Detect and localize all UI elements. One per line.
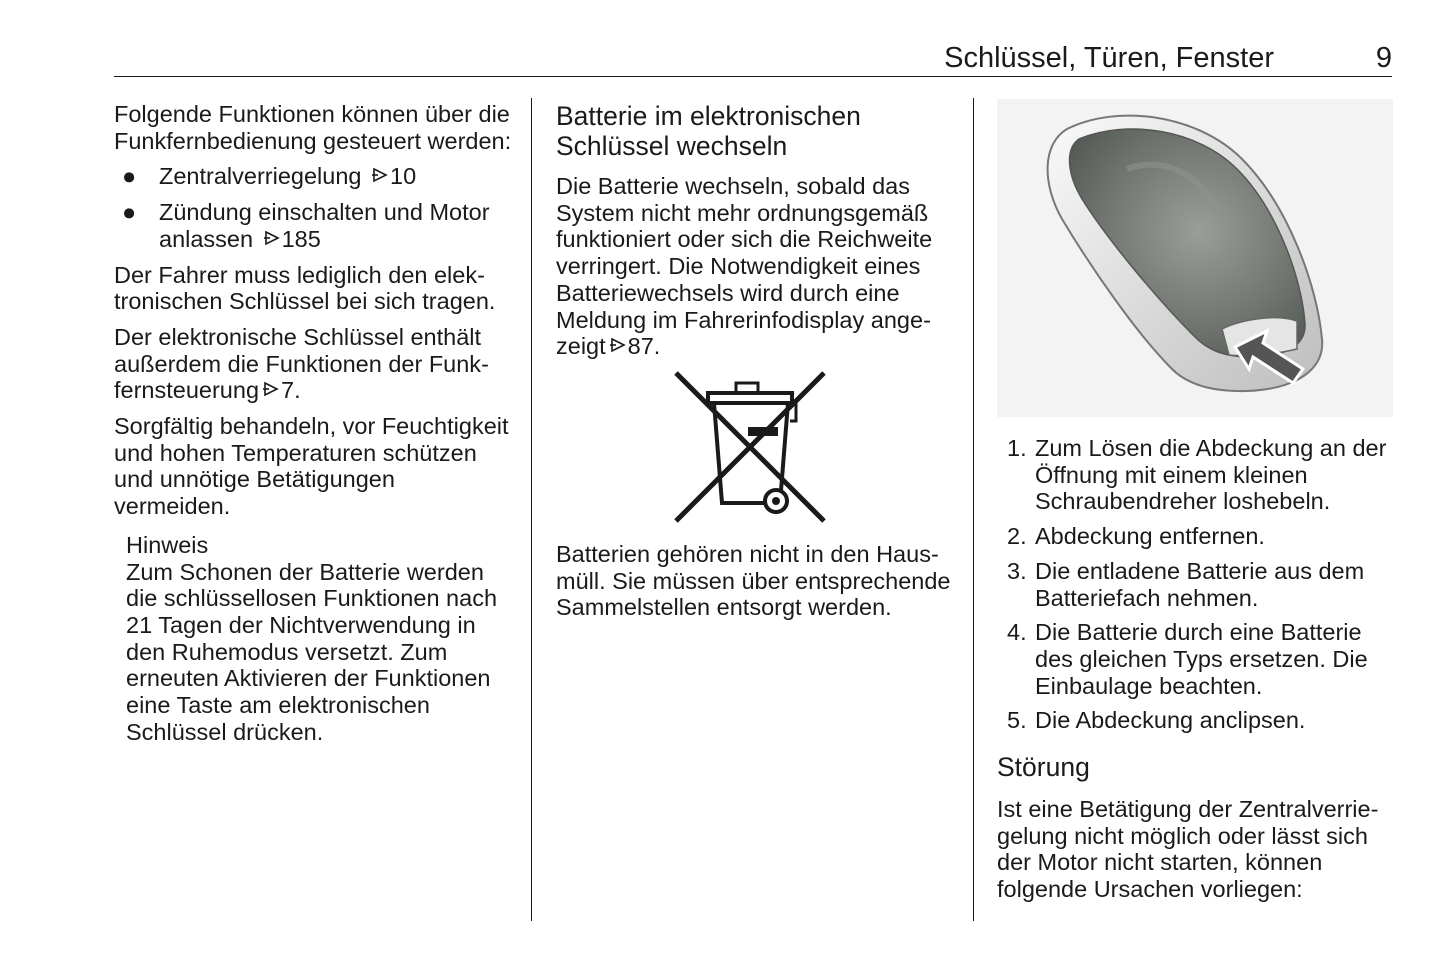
page-reference-arrow-icon (263, 380, 279, 398)
section-heading-troubleshooting: Störung (997, 752, 1090, 783)
page-reference-arrow-icon (610, 336, 626, 354)
step-text: Die Abdeckung anclipsen. (1035, 707, 1306, 734)
section-heading: Batterie im elektronischen Schlüssel wechseln (556, 101, 861, 161)
step-text: Abdeckung entfernen. (1035, 523, 1265, 550)
page-reference[interactable]: 185 (281, 225, 321, 252)
list-item (997, 435, 1397, 515)
list-item (114, 199, 514, 252)
list-item (997, 707, 1397, 734)
step-text: Zum Lösen die Abdeckung an der Öffnung mit einem kleinen Schraubendreher loshebeln. (1035, 435, 1387, 515)
list-item-text: Zentralverriegelung (159, 163, 362, 190)
column-middle (556, 101, 956, 630)
paragraph-text: Die Batterie wechseln, sobald das System nicht mehr ordnungsgemäß funktioniert oder sich die Reichweite verringert. Die Notwendigkeit eines Batteriewechsels wird durch eine Meldung im Fahrerinfodisplay angezeigt (556, 173, 933, 360)
step-number: 2. (1007, 523, 1027, 550)
list-item (997, 619, 1397, 699)
page-reference[interactable]: 10 (390, 163, 417, 190)
step-number: 4. (1007, 619, 1027, 646)
page-title: Schlüssel, Türen, Fenster (944, 42, 1274, 74)
note-box (126, 532, 514, 746)
list-item-text: Zündung einschalten und Motor anlassen (159, 199, 490, 252)
step-number: 5. (1007, 707, 1027, 734)
column-divider (531, 98, 532, 921)
list-item (997, 523, 1397, 550)
column-right (997, 101, 1397, 912)
step-text: Die Batterie durch eine Batterie des gleichen Typs ersetzen. Die Einbaulage beachten. (1035, 619, 1368, 699)
battery-paragraph (556, 173, 956, 360)
column-left (114, 101, 514, 745)
step-number: 3. (1007, 557, 1027, 584)
page-header (114, 38, 1392, 77)
care-paragraph: Sorgfältig behandeln, vor Feuchtigkeit und hohen Temperaturen schützen und unnötige Betätigungen vermeiden. (114, 413, 509, 520)
bullet-dot-icon: ● (122, 163, 137, 190)
list-item (114, 163, 514, 190)
step-text: Die entladene Batterie aus dem Batteriefach nehmen. (1035, 557, 1365, 611)
page-reference-arrow-icon (372, 166, 388, 184)
bullet-dot-icon: ● (122, 199, 137, 226)
remote-paragraph (114, 324, 514, 404)
page-reference[interactable]: 87. (627, 333, 661, 360)
electronic-key-illustration (997, 99, 1393, 417)
troubleshooting-paragraph: Ist eine Betätigung der Zentralverriegelung nicht möglich oder lässt sich der Motor nicht starten, können folgende Ursachen vorliegen: (997, 796, 1379, 903)
page-reference[interactable]: 7. (281, 377, 301, 404)
intro-paragraph: Folgende Funktionen können über die Funkfernbedienung gesteuert werden: (114, 101, 512, 154)
battery-steps-list (997, 435, 1397, 734)
step-number: 1. (1007, 435, 1027, 461)
function-list (114, 163, 514, 252)
note-text: Zum Schonen der Batterie werden die schlüssellosen Funktionen nach 21 Tagen der Nichtverwendung in den Ruhemodus versetzt. Zum erneuten Aktivieren der Funktionen eine Taste am elektronischen Schlüssel drücken. (126, 558, 498, 745)
page-number: 9 (1375, 42, 1392, 74)
page-reference-arrow-icon (264, 229, 280, 247)
paragraph-text: Der elektronische Schlüssel enthält außerdem die Funktionen der Funkfernsteuerung (114, 323, 489, 404)
crossed-out-wheelie-bin-icon (672, 369, 828, 525)
column-divider (973, 98, 974, 921)
disposal-paragraph: Batterien gehören nicht in den Hausmüll. Sie müssen über entsprechende Sammelstellen entsorgt werden. (556, 540, 951, 621)
driver-paragraph: Der Fahrer muss lediglich den elektronischen Schlüssel bei sich tragen. (114, 261, 496, 315)
list-item (997, 558, 1397, 611)
note-heading: Hinweis (126, 531, 209, 558)
